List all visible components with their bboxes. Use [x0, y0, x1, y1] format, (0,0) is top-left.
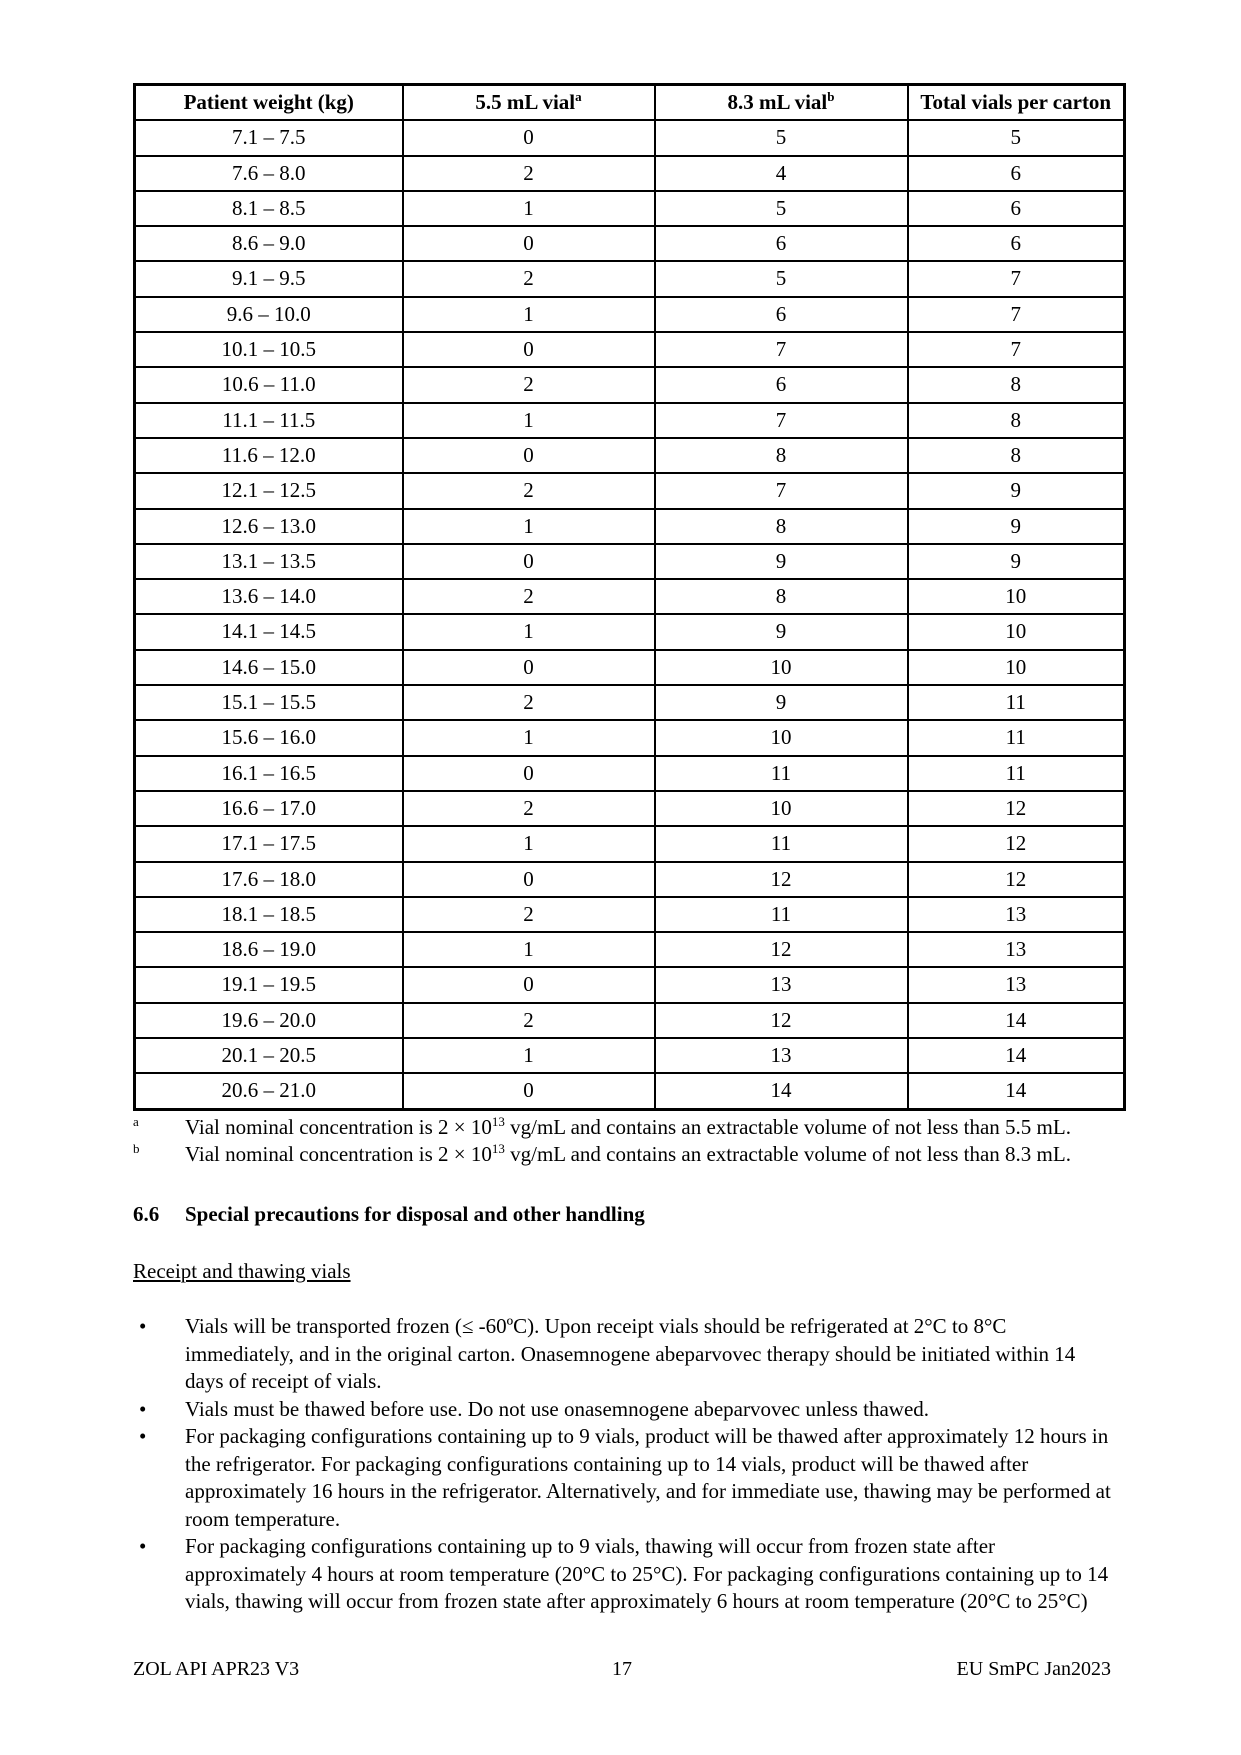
table-cell: 16.6 – 17.0: [135, 791, 403, 826]
table-cell: 0: [403, 862, 655, 897]
table-cell: 2: [403, 1003, 655, 1038]
table-cell: 8: [655, 579, 908, 614]
bullet-list: [133, 1313, 1123, 1616]
table-row: [135, 756, 1125, 791]
table-row: [135, 367, 1125, 402]
bullet-item: • Vials will be transported frozen (≤ -60ºC). Upon receipt vials should be refrigerated at 2°C to 8°C immediately, and in the original carton. Onasemnogene abeparvovec therapy should be initiated within 14 days of receipt of vials.: [185, 1313, 1115, 1396]
footnote-marker: [133, 1141, 185, 1169]
table-cell: 5: [655, 120, 908, 155]
table-cell: 8.6 – 9.0: [135, 226, 403, 261]
table-row: [135, 650, 1125, 685]
table-cell: 15.6 – 16.0: [135, 720, 403, 755]
table-cell: 8: [908, 403, 1125, 438]
table-cell: 6: [655, 367, 908, 402]
table-cell: 13: [655, 1038, 908, 1073]
exponent: 13: [491, 1141, 505, 1157]
table-cell: 12: [908, 791, 1125, 826]
bullet-item: • For packaging configurations containing up to 9 vials, product will be thawed after approximately 12 hours in the refrigerator. For packaging configurations containing up to 14 vials, product will be thawed after approximately 16 hours in the refrigerator. Alternatively, and for immediate use, thawing may be performed at room temperature.: [185, 1423, 1115, 1533]
table-row: [135, 297, 1125, 332]
table-cell: 6: [908, 191, 1125, 226]
table-row: [135, 897, 1125, 932]
table-footnotes: [133, 1114, 1123, 1169]
footnote-a: [133, 1114, 1123, 1142]
table-cell: 12: [655, 862, 908, 897]
footnote-marker-letter: a: [133, 1113, 139, 1129]
table-row: [135, 191, 1125, 226]
table-cell: 11.1 – 11.5: [135, 403, 403, 438]
header-label: 8.3 mL vial: [727, 90, 828, 114]
table-cell: 9: [908, 544, 1125, 579]
table-cell: 7: [908, 261, 1125, 296]
footer-document-code: ZOL API APR23 V3: [133, 1658, 300, 1680]
table-cell: 13: [908, 897, 1125, 932]
table-row: [135, 261, 1125, 296]
table-cell: 13: [908, 967, 1125, 1002]
table-cell: 5: [908, 120, 1125, 155]
table-cell: 1: [403, 191, 655, 226]
table-row: [135, 438, 1125, 473]
table-row: [135, 473, 1125, 508]
table-row: [135, 1073, 1125, 1109]
table-row: [135, 932, 1125, 967]
table-cell: 16.1 – 16.5: [135, 756, 403, 791]
table-cell: 13: [655, 967, 908, 1002]
exponent: 13: [491, 1113, 505, 1129]
table-row: [135, 509, 1125, 544]
header-label: Patient weight (kg): [183, 90, 354, 114]
table-cell: 10: [908, 579, 1125, 614]
table-row: [135, 720, 1125, 755]
table-cell: 1: [403, 932, 655, 967]
footnote-text: Vial nominal concentration is $2 \times 10^{13}$ vg/mL and contains an extractable volume of not less than 5.5 mL.: [185, 1113, 1071, 1139]
table-cell: 7: [655, 473, 908, 508]
section-heading-6-6: [133, 1201, 1123, 1228]
table-cell: 10: [908, 614, 1125, 649]
table-row: [135, 967, 1125, 1002]
table-cell: 17.1 – 17.5: [135, 826, 403, 861]
table-cell: 6: [908, 226, 1125, 261]
header-total-vials: [908, 85, 1125, 121]
vial-table-body: [135, 120, 1125, 1109]
table-cell: 9: [908, 473, 1125, 508]
table-cell: 7: [655, 332, 908, 367]
table-row: [135, 1038, 1125, 1073]
table-cell: 7.1 – 7.5: [135, 120, 403, 155]
table-cell: 1: [403, 509, 655, 544]
table-cell: 0: [403, 967, 655, 1002]
vial-dosing-table: [133, 83, 1126, 1111]
table-cell: 7: [908, 297, 1125, 332]
table-cell: 9: [908, 509, 1125, 544]
table-cell: 0: [403, 438, 655, 473]
table-cell: 20.1 – 20.5: [135, 1038, 403, 1073]
table-cell: 20.6 – 21.0: [135, 1073, 403, 1109]
table-cell: 1: [403, 1038, 655, 1073]
table-cell: 0: [403, 544, 655, 579]
table-cell: 5: [655, 191, 908, 226]
table-cell: 11.6 – 12.0: [135, 438, 403, 473]
table-cell: 1: [403, 297, 655, 332]
table-cell: 1: [403, 614, 655, 649]
table-cell: 1: [403, 403, 655, 438]
table-cell: 15.1 – 15.5: [135, 685, 403, 720]
page-number: 17: [612, 1658, 632, 1680]
table-row: [135, 791, 1125, 826]
table-cell: 4: [655, 156, 908, 191]
table-cell: 7: [655, 403, 908, 438]
table-cell: 14: [655, 1073, 908, 1109]
footnote-text: Vial nominal concentration is $2 \times 10^{13}$ vg/mL and contains an extractable volume of not less than 8.3 mL.: [185, 1141, 1071, 1167]
table-cell: 13: [908, 932, 1125, 967]
page-content: [133, 83, 1123, 1616]
table-cell: 8: [908, 367, 1125, 402]
table-cell: 9.6 – 10.0: [135, 297, 403, 332]
table-cell: 2: [403, 473, 655, 508]
footnote-marker-letter: b: [133, 1141, 140, 1157]
header-8-3-ml-vial: [655, 85, 908, 121]
table-cell: 10.1 – 10.5: [135, 332, 403, 367]
table-cell: 0: [403, 1073, 655, 1109]
table-cell: 11: [655, 897, 908, 932]
table-cell: 0: [403, 756, 655, 791]
subheading-receipt-and-thawing-vials: Receipt and thawing vials: [133, 1258, 351, 1283]
table-cell: 9: [655, 685, 908, 720]
header-patient-weight: [135, 85, 403, 121]
table-cell: 17.6 – 18.0: [135, 862, 403, 897]
table-row: [135, 120, 1125, 155]
page-footer: [133, 1658, 1111, 1681]
table-cell: 18.6 – 19.0: [135, 932, 403, 967]
table-cell: 14.6 – 15.0: [135, 650, 403, 685]
table-cell: 0: [403, 650, 655, 685]
bullet-item: • Vials must be thawed before use. Do not use onasemnogene abeparvovec unless thawed.: [185, 1396, 1115, 1424]
table-cell: 6: [655, 297, 908, 332]
table-cell: 12.1 – 12.5: [135, 473, 403, 508]
table-cell: 12: [655, 1003, 908, 1038]
table-row: [135, 332, 1125, 367]
header-superscript: b: [827, 89, 835, 104]
table-row: [135, 156, 1125, 191]
table-cell: 19.6 – 20.0: [135, 1003, 403, 1038]
table-cell: 11: [655, 756, 908, 791]
table-cell: 13.1 – 13.5: [135, 544, 403, 579]
header-5-5-ml-vial: [403, 85, 655, 121]
table-cell: 8: [908, 438, 1125, 473]
header-label: 5.5 mL vial: [475, 90, 576, 114]
table-cell: 6: [655, 226, 908, 261]
table-cell: 7.6 – 8.0: [135, 156, 403, 191]
table-cell: 14: [908, 1038, 1125, 1073]
table-cell: 10: [655, 791, 908, 826]
table-cell: 14.1 – 14.5: [135, 614, 403, 649]
table-row: [135, 685, 1125, 720]
table-cell: 1: [403, 826, 655, 861]
header-label: Total vials per carton: [920, 90, 1112, 114]
table-row: [135, 1003, 1125, 1038]
footnote-marker: [133, 1114, 185, 1142]
table-cell: 10: [908, 650, 1125, 685]
table-cell: 11: [908, 720, 1125, 755]
table-cell: 11: [655, 826, 908, 861]
table-cell: 2: [403, 579, 655, 614]
section-number: 6.6: [133, 1201, 160, 1226]
table-cell: 10: [655, 650, 908, 685]
table-cell: 0: [403, 332, 655, 367]
table-cell: 9: [655, 544, 908, 579]
table-cell: 0: [403, 226, 655, 261]
table-cell: 14: [908, 1003, 1125, 1038]
table-row: [135, 826, 1125, 861]
table-cell: 2: [403, 685, 655, 720]
table-cell: 2: [403, 261, 655, 296]
table-cell: 2: [403, 791, 655, 826]
table-cell: 9: [655, 614, 908, 649]
table-cell: 7: [908, 332, 1125, 367]
table-row: [135, 544, 1125, 579]
table-cell: 14: [908, 1073, 1125, 1109]
table-row: [135, 403, 1125, 438]
table-cell: 0: [403, 120, 655, 155]
table-cell: 2: [403, 156, 655, 191]
table-cell: 12: [908, 826, 1125, 861]
bullet-item: • For packaging configurations containing up to 9 vials, thawing will occur from frozen state after approximately 4 hours at room temperature (20°C to 25°C). For packaging configurations containing up to 14 vials, thawing will occur from frozen state after approximately 6 hours at room temperature (20°C to 25°C): [185, 1533, 1115, 1616]
table-cell: 8.1 – 8.5: [135, 191, 403, 226]
table-cell: 11: [908, 756, 1125, 791]
table-cell: 5: [655, 261, 908, 296]
table-row: [135, 226, 1125, 261]
footnote-b: [133, 1141, 1123, 1169]
table-row: [135, 862, 1125, 897]
table-cell: 11: [908, 685, 1125, 720]
table-cell: 10: [655, 720, 908, 755]
table-cell: 12: [908, 862, 1125, 897]
table-cell: 10.6 – 11.0: [135, 367, 403, 402]
table-cell: 12.6 – 13.0: [135, 509, 403, 544]
table-cell: 13.6 – 14.0: [135, 579, 403, 614]
table-row: [135, 614, 1125, 649]
header-superscript: a: [575, 89, 582, 104]
table-cell: 1: [403, 720, 655, 755]
table-header-row: [135, 85, 1125, 121]
section-title: Special precautions for disposal and other handling: [185, 1201, 645, 1226]
footer-document-version: EU SmPC Jan2023: [956, 1658, 1111, 1680]
table-cell: 9.1 – 9.5: [135, 261, 403, 296]
table-cell: 18.1 – 18.5: [135, 897, 403, 932]
table-cell: 2: [403, 367, 655, 402]
table-cell: 6: [908, 156, 1125, 191]
table-cell: 12: [655, 932, 908, 967]
table-cell: 8: [655, 438, 908, 473]
table-cell: 2: [403, 897, 655, 932]
table-cell: 19.1 – 19.5: [135, 967, 403, 1002]
table-row: [135, 579, 1125, 614]
table-cell: 8: [655, 509, 908, 544]
